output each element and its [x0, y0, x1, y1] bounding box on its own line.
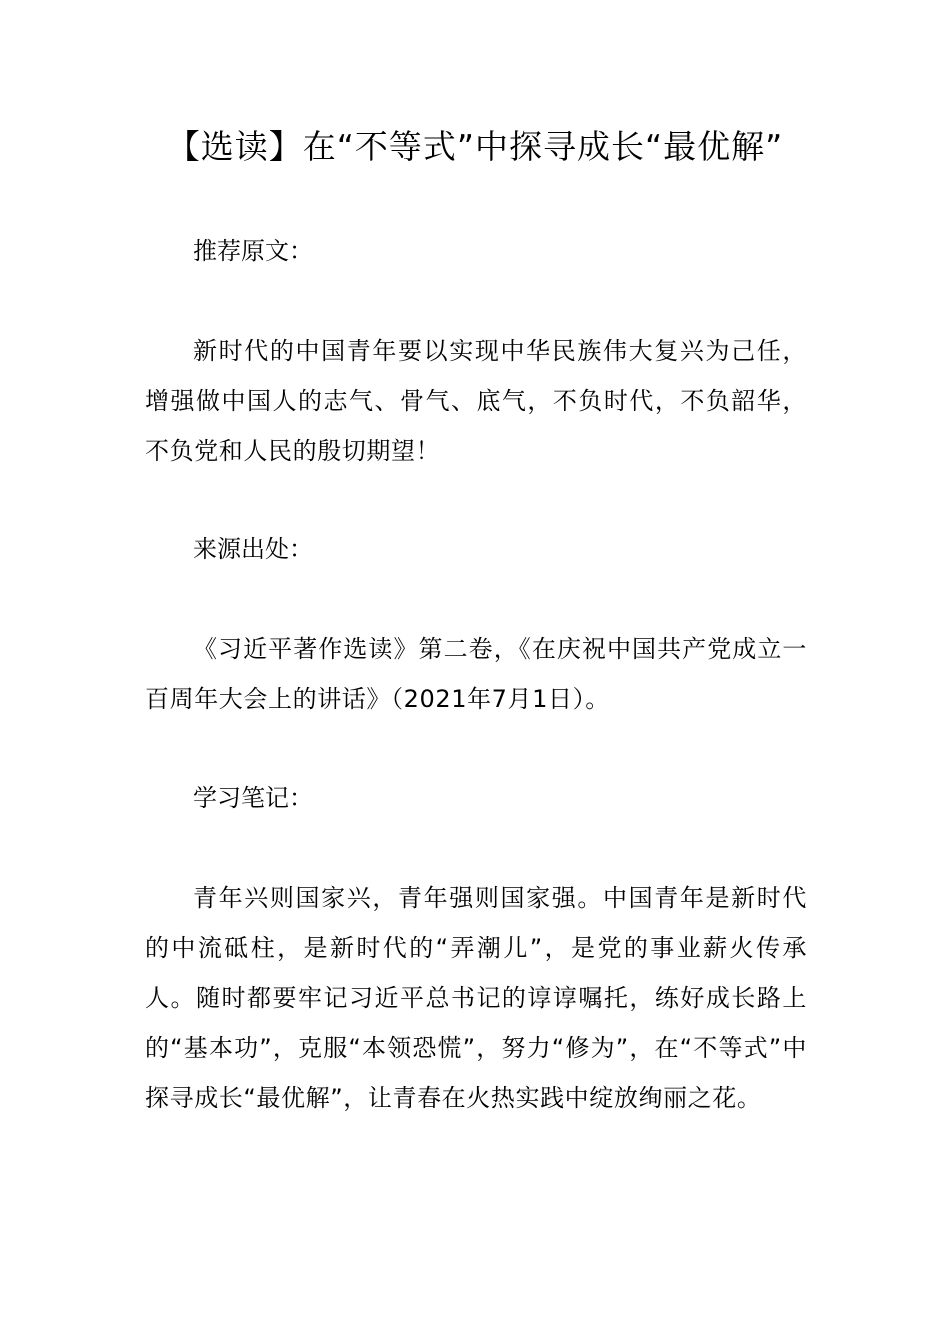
section-heading-study-notes: 学习笔记： — [193, 784, 313, 812]
section-body-source: 《习近平著作选读》第二卷，《在庆祝中国共产党成立一百周年大会上的讲话》（2021年7月1日）。 — [145, 635, 807, 713]
document-title: 【选读】在“不等式”中探寻成长“最优解” — [166, 127, 784, 166]
section-heading-recommended-text: 推荐原文： — [193, 237, 313, 265]
section-body-recommended-text: 新时代的中国青年要以实现中华民族伟大复兴为己任，增强做中国人的志气、骨气、底气，不负时代，不负韶华，不负党和人民的殷切期望！ — [145, 337, 807, 465]
section-heading-source: 来源出处： — [193, 535, 313, 563]
section-body-study-notes: 青年兴则国家兴，青年强则国家强。中国青年是新时代的中流砥柱，是新时代的“弄潮儿”，是党的事业薪火传承人。随时都要牢记习近平总书记的谆谆嘱托，练好成长路上的“基本功”，克服“本领恐慌”，努力“修为”，在“不等式”中探寻成长“最优解”，让青春在火热实践中绽放绚丽之花。 — [145, 884, 807, 1112]
